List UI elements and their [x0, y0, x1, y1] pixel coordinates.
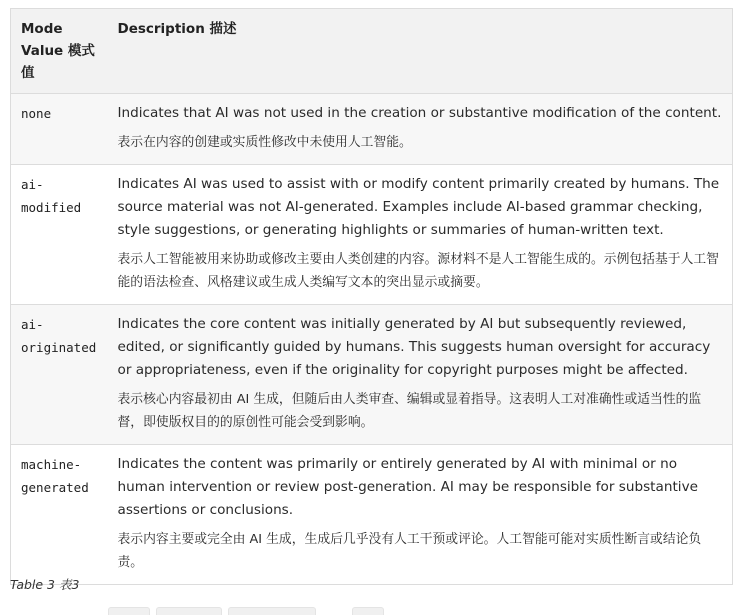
description-en: Indicates that AI was not used in the creation or substantive modification of the content. — [117, 105, 722, 121]
table-caption-en: Table 3 — [10, 577, 56, 592]
table-header-row — [11, 9, 733, 94]
header-mode-value-en: Mode Value — [21, 21, 64, 59]
description-en: Indicates AI was used to assist with or modify content primarily created by humans. The source material was not AI-generated. Examples include AI-based grammar checking, style suggestions, or generating highlights or summaries of human-written text. — [117, 176, 720, 238]
header-description-en: Description — [117, 21, 205, 37]
header-mode-value-zh: 模式值 — [21, 43, 95, 81]
mode-value: none — [21, 106, 52, 121]
header-mode-value — [11, 9, 108, 94]
table-row — [11, 94, 733, 165]
table-caption-zh: 表3 — [59, 577, 80, 592]
table-row — [11, 305, 733, 445]
table-row — [11, 165, 733, 305]
mode-value: ai-originated — [21, 317, 97, 355]
mode-values-table — [10, 8, 733, 585]
table-caption — [10, 575, 79, 593]
description-zh: 表示在内容的创建或实质性修改中未使用人工智能。 — [117, 135, 412, 150]
header-description-zh: 描述 — [209, 21, 237, 37]
description-en: Indicates the content was primarily or entirely generated by AI with minimal or no human intervention or review post-generation. AI may be responsible for substantive assertions or conclusions. — [117, 456, 698, 518]
description-en: Indicates the core content was initially generated by AI but subsequently reviewed, edited, or significantly guided by humans. This suggests human oversight for accuracy or appropriateness, even if the originality for copyright purposes might be affected. — [117, 316, 711, 378]
mode-value: machine-generated — [21, 457, 89, 495]
table-row — [11, 445, 733, 585]
description-zh: 表示核心内容最初由 AI 生成，但随后由人类审查、编辑或显着指导。这表明人工对准确性或适当性的监督，即使版权目的的原创性可能会受到影响。 — [117, 392, 702, 430]
mode-value: ai-modified — [21, 177, 82, 215]
description-zh: 表示人工智能被用来协助或修改主要由人类创建的内容。源材料不是人工智能生成的。示例包括基于人工智能的语法检查、风格建议或生成人类编写文本的突出显示或摘要。 — [117, 252, 719, 290]
description-zh: 表示内容主要或完全由 AI 生成，生成后几乎没有人工干预或评论。人工智能可能对实质性断言或结论负责。 — [117, 532, 702, 570]
header-description — [108, 9, 733, 94]
